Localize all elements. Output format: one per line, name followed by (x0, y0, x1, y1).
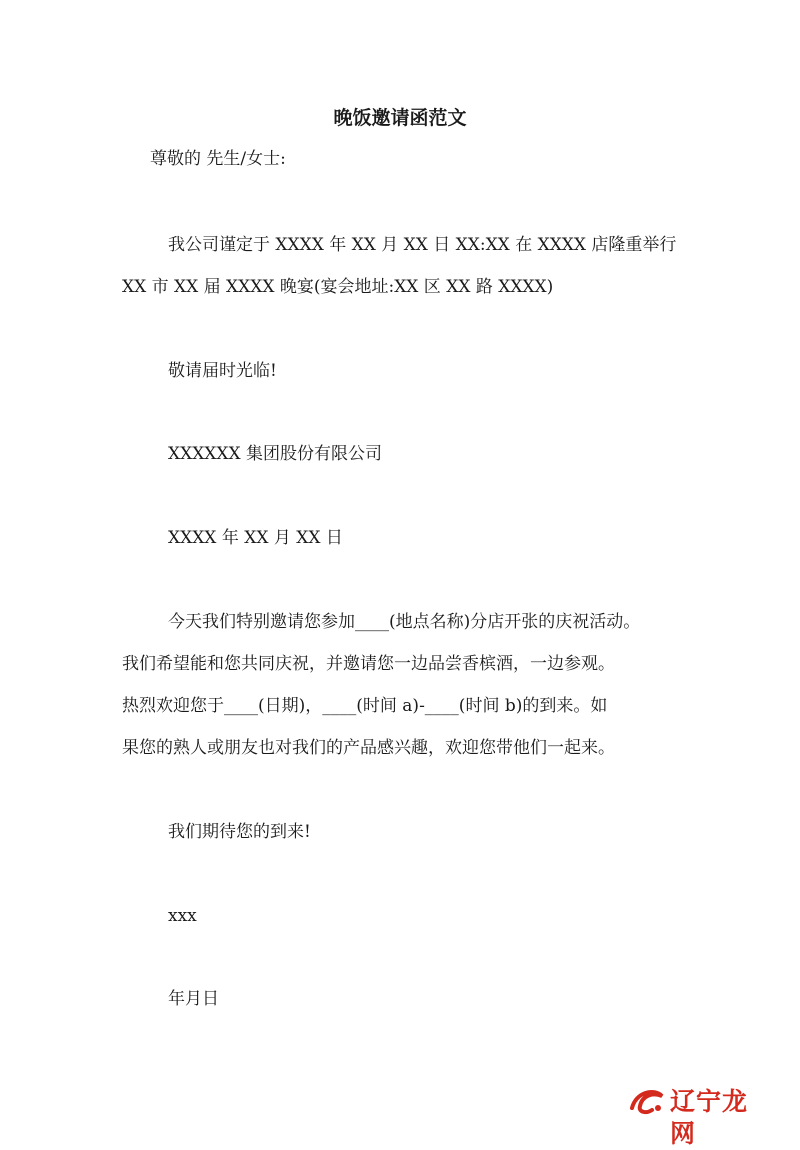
body2-line2: 我们希望能和您共同庆祝，并邀请您一边品尝香槟酒，一边参观。 (122, 654, 615, 674)
logo-swirl-icon (628, 1086, 668, 1118)
closing-expect: 我们期待您的到来! (168, 822, 311, 842)
body2-line3: 热烈欢迎您于____(日期)，____(时间 a)-____(时间 b)的到来。如 (122, 696, 608, 716)
body2-line1: 今天我们特别邀请您参加____(地点名称)分店开张的庆祝活动。 (168, 612, 641, 632)
site-watermark (628, 1086, 766, 1148)
document-title: 晚饭邀请函范文 (333, 107, 467, 129)
closing-invite: 敬请届时光临! (168, 361, 277, 381)
signer: xxx (168, 906, 197, 926)
signature-date: 年月日 (168, 989, 219, 1009)
watermark-text: 辽宁龙网 (670, 1087, 749, 1148)
body2-line4: 果您的熟人或朋友也对我们的产品感兴趣，欢迎您带他们一起来。 (122, 738, 615, 758)
salutation: 尊敬的 先生/女士: (150, 149, 286, 169)
body1-line1: 我公司谨定于 XXXX 年 XX 月 XX 日 XX:XX 在 XXXX 店隆重举行 (168, 235, 677, 255)
company-name: XXXXXX 集团股份有限公司 (168, 444, 383, 464)
letter-date: XXXX 年 XX 月 XX 日 (168, 528, 343, 548)
body1-line2: XX 市 XX 届 XXXX 晚宴(宴会地址:XX 区 XX 路 XXXX) (122, 277, 554, 297)
